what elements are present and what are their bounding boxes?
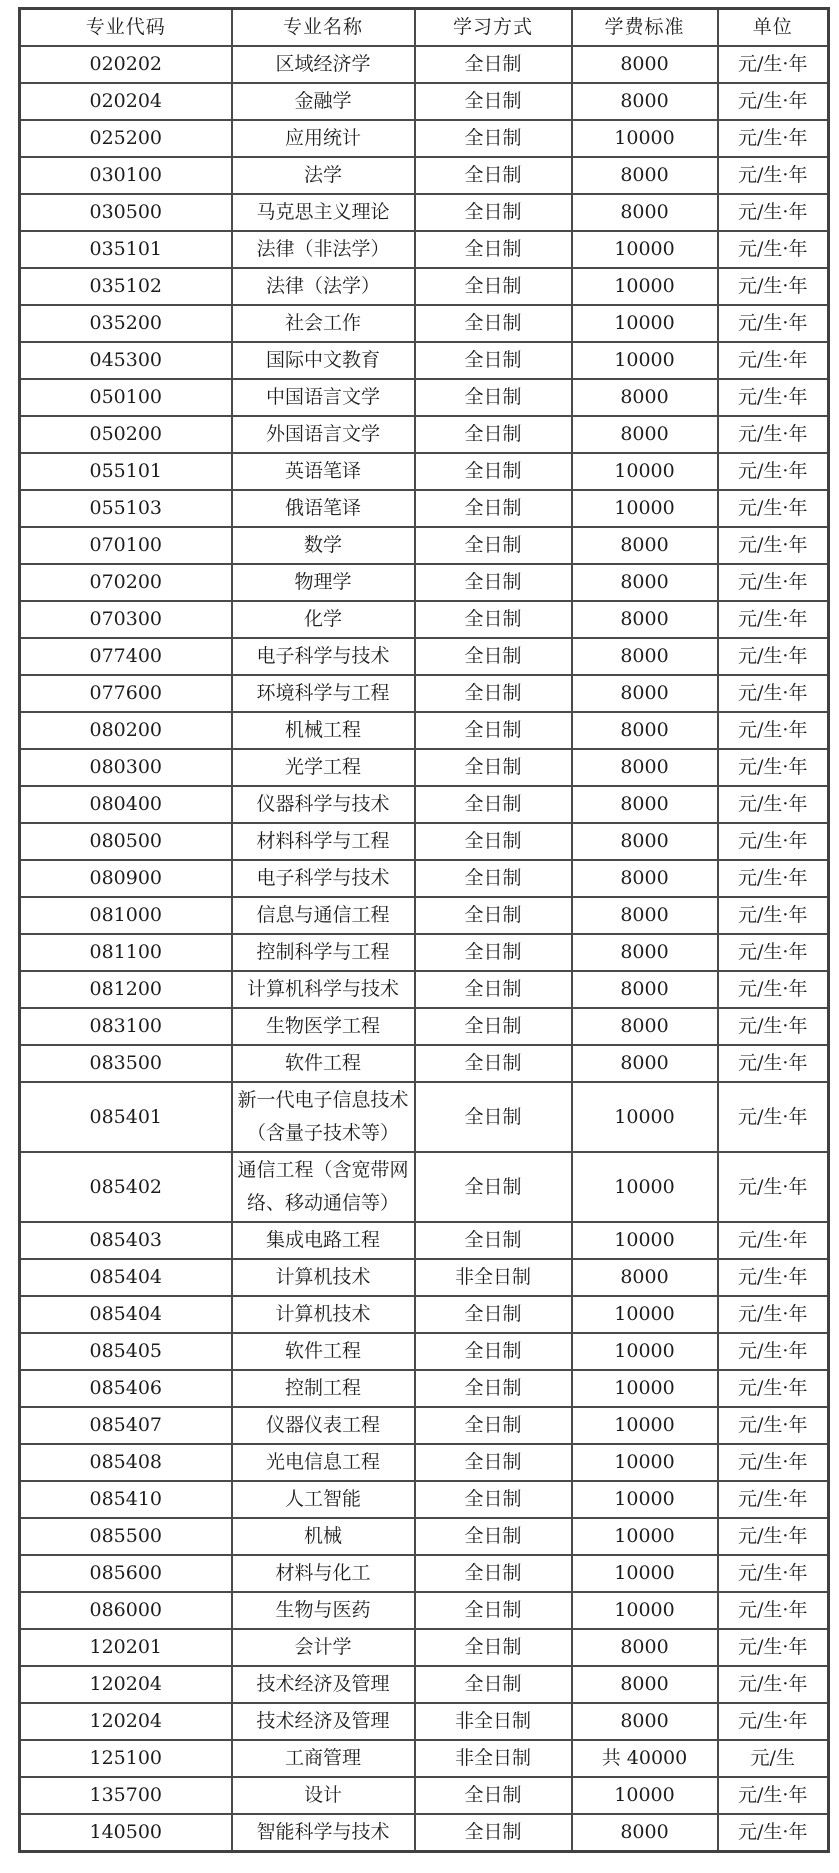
- table-row: [20, 46, 829, 83]
- cell-tuition-standard: 10000: [572, 1407, 718, 1444]
- cell-major-name: 技术经济及管理: [232, 1666, 415, 1703]
- cell-major-name: 材料与化工: [232, 1555, 415, 1592]
- cell-unit: 元/生·年: [718, 1407, 829, 1444]
- cell-unit: 元/生·年: [718, 490, 829, 527]
- cell-study-mode: 全日制: [415, 1629, 572, 1666]
- cell-major-code: 081100: [20, 934, 232, 971]
- cell-unit: 元/生·年: [718, 1814, 829, 1852]
- cell-major-code: 085500: [20, 1518, 232, 1555]
- cell-tuition-standard: 8000: [572, 1629, 718, 1666]
- cell-tuition-standard: 8000: [572, 157, 718, 194]
- cell-unit: 元/生·年: [718, 1481, 829, 1518]
- cell-major-name: 工商管理: [232, 1740, 415, 1777]
- cell-major-code: 085404: [20, 1259, 232, 1296]
- cell-study-mode: 全日制: [415, 1082, 572, 1152]
- table-row: [20, 1152, 829, 1222]
- table-row: [20, 1407, 829, 1444]
- cell-unit: 元/生·年: [718, 157, 829, 194]
- cell-study-mode: 全日制: [415, 83, 572, 120]
- cell-study-mode: 全日制: [415, 379, 572, 416]
- cell-study-mode: 全日制: [415, 527, 572, 564]
- cell-unit: 元/生·年: [718, 1370, 829, 1407]
- table-row: [20, 1259, 829, 1296]
- cell-major-name: 软件工程: [232, 1045, 415, 1082]
- cell-tuition-standard: 8000: [572, 786, 718, 823]
- cell-tuition-standard: 10000: [572, 342, 718, 379]
- cell-major-code: 050200: [20, 416, 232, 453]
- cell-unit: 元/生·年: [718, 1592, 829, 1629]
- cell-unit: 元/生·年: [718, 786, 829, 823]
- cell-tuition-standard: 8000: [572, 601, 718, 638]
- cell-study-mode: 全日制: [415, 897, 572, 934]
- cell-study-mode: 全日制: [415, 416, 572, 453]
- cell-tuition-standard: 8000: [572, 971, 718, 1008]
- cell-unit: 元/生·年: [718, 1666, 829, 1703]
- table-row: [20, 342, 829, 379]
- cell-major-name: 区域经济学: [232, 46, 415, 83]
- cell-major-code: 085403: [20, 1222, 232, 1259]
- cell-major-name: 信息与通信工程: [232, 897, 415, 934]
- cell-unit: 元/生·年: [718, 268, 829, 305]
- cell-tuition-standard: 10000: [572, 1082, 718, 1152]
- cell-major-name: 通信工程（含宽带网络、移动通信等）: [232, 1152, 415, 1222]
- header-major-code: 专业代码: [20, 9, 232, 47]
- cell-study-mode: 全日制: [415, 1555, 572, 1592]
- cell-major-code: 085401: [20, 1082, 232, 1152]
- cell-tuition-standard: 10000: [572, 1444, 718, 1481]
- cell-study-mode: 全日制: [415, 1666, 572, 1703]
- cell-major-name: 软件工程: [232, 1333, 415, 1370]
- cell-tuition-standard: 10000: [572, 1152, 718, 1222]
- cell-study-mode: 全日制: [415, 453, 572, 490]
- cell-unit: 元/生·年: [718, 379, 829, 416]
- cell-tuition-standard: 10000: [572, 1777, 718, 1814]
- cell-unit: 元/生·年: [718, 1082, 829, 1152]
- cell-major-code: 080300: [20, 749, 232, 786]
- cell-study-mode: 全日制: [415, 1518, 572, 1555]
- table-row: [20, 527, 829, 564]
- table-row: [20, 712, 829, 749]
- table-row: [20, 379, 829, 416]
- cell-major-code: 080900: [20, 860, 232, 897]
- table-row: [20, 1444, 829, 1481]
- tuition-fee-table: [18, 7, 830, 1853]
- cell-study-mode: 非全日制: [415, 1740, 572, 1777]
- cell-tuition-standard: 10000: [572, 305, 718, 342]
- cell-unit: 元/生·年: [718, 1008, 829, 1045]
- cell-unit: 元/生·年: [718, 934, 829, 971]
- cell-major-name: 生物医学工程: [232, 1008, 415, 1045]
- cell-major-name: 控制科学与工程: [232, 934, 415, 971]
- cell-major-code: 081200: [20, 971, 232, 1008]
- cell-tuition-standard: 10000: [572, 1592, 718, 1629]
- cell-unit: 元/生·年: [718, 1152, 829, 1222]
- cell-major-code: 083500: [20, 1045, 232, 1082]
- table-row: [20, 1333, 829, 1370]
- cell-study-mode: 全日制: [415, 823, 572, 860]
- table-row: [20, 1082, 829, 1152]
- table-row: [20, 194, 829, 231]
- cell-unit: 元/生·年: [718, 601, 829, 638]
- cell-tuition-standard: 8000: [572, 749, 718, 786]
- cell-tuition-standard: 8000: [572, 823, 718, 860]
- cell-unit: 元/生·年: [718, 638, 829, 675]
- cell-tuition-standard: 8000: [572, 860, 718, 897]
- cell-major-name: 马克思主义理论: [232, 194, 415, 231]
- cell-tuition-standard: 8000: [572, 897, 718, 934]
- cell-major-code: 135700: [20, 1777, 232, 1814]
- cell-major-name: 会计学: [232, 1629, 415, 1666]
- cell-unit: 元/生·年: [718, 823, 829, 860]
- table-row: [20, 268, 829, 305]
- cell-unit: 元/生·年: [718, 1259, 829, 1296]
- cell-study-mode: 全日制: [415, 971, 572, 1008]
- cell-major-code: 120204: [20, 1666, 232, 1703]
- cell-major-code: 045300: [20, 342, 232, 379]
- cell-major-name: 国际中文教育: [232, 342, 415, 379]
- cell-tuition-standard: 10000: [572, 231, 718, 268]
- cell-study-mode: 全日制: [415, 1333, 572, 1370]
- cell-major-code: 035101: [20, 231, 232, 268]
- cell-tuition-standard: 10000: [572, 1518, 718, 1555]
- table-row: [20, 416, 829, 453]
- cell-study-mode: 全日制: [415, 1152, 572, 1222]
- cell-tuition-standard: 8000: [572, 1259, 718, 1296]
- table-row: [20, 860, 829, 897]
- table-row: [20, 1555, 829, 1592]
- cell-tuition-standard: 8000: [572, 527, 718, 564]
- cell-tuition-standard: 10000: [572, 1555, 718, 1592]
- cell-study-mode: 全日制: [415, 1777, 572, 1814]
- cell-unit: 元/生·年: [718, 83, 829, 120]
- table-row: [20, 1481, 829, 1518]
- cell-major-name: 外国语言文学: [232, 416, 415, 453]
- table-row: [20, 1814, 829, 1852]
- cell-major-code: 080200: [20, 712, 232, 749]
- cell-study-mode: 全日制: [415, 749, 572, 786]
- cell-unit: 元/生·年: [718, 194, 829, 231]
- cell-study-mode: 全日制: [415, 601, 572, 638]
- cell-major-name: 计算机科学与技术: [232, 971, 415, 1008]
- cell-major-name: 设计: [232, 1777, 415, 1814]
- table-row: [20, 1777, 829, 1814]
- cell-major-code: 035102: [20, 268, 232, 305]
- cell-major-name: 光电信息工程: [232, 1444, 415, 1481]
- cell-study-mode: 全日制: [415, 268, 572, 305]
- cell-tuition-standard: 10000: [572, 1370, 718, 1407]
- cell-major-code: 085405: [20, 1333, 232, 1370]
- cell-tuition-standard: 8000: [572, 1666, 718, 1703]
- cell-tuition-standard: 8000: [572, 712, 718, 749]
- cell-study-mode: 全日制: [415, 712, 572, 749]
- cell-study-mode: 全日制: [415, 1296, 572, 1333]
- table-row: [20, 305, 829, 342]
- cell-major-name: 光学工程: [232, 749, 415, 786]
- cell-major-code: 070100: [20, 527, 232, 564]
- cell-major-name: 智能科学与技术: [232, 1814, 415, 1852]
- cell-major-code: 077600: [20, 675, 232, 712]
- table-row: [20, 231, 829, 268]
- table-row: [20, 1518, 829, 1555]
- cell-tuition-standard: 10000: [572, 1222, 718, 1259]
- cell-tuition-standard: 10000: [572, 1333, 718, 1370]
- cell-unit: 元/生: [718, 1740, 829, 1777]
- cell-unit: 元/生·年: [718, 1777, 829, 1814]
- cell-tuition-standard: 8000: [572, 416, 718, 453]
- header-tuition-standard: 学费标准: [572, 9, 718, 47]
- table-row: [20, 675, 829, 712]
- cell-study-mode: 全日制: [415, 1370, 572, 1407]
- cell-major-name: 环境科学与工程: [232, 675, 415, 712]
- table-body: [20, 46, 829, 1852]
- table-row: [20, 749, 829, 786]
- cell-unit: 元/生·年: [718, 1703, 829, 1740]
- cell-study-mode: 全日制: [415, 1592, 572, 1629]
- cell-tuition-standard: 8000: [572, 1045, 718, 1082]
- cell-major-name: 新一代电子信息技术（含量子技术等）: [232, 1082, 415, 1152]
- header-row: [20, 9, 829, 47]
- cell-study-mode: 全日制: [415, 1008, 572, 1045]
- table-row: [20, 971, 829, 1008]
- cell-major-name: 生物与医药: [232, 1592, 415, 1629]
- cell-major-code: 070300: [20, 601, 232, 638]
- cell-major-code: 020204: [20, 83, 232, 120]
- cell-major-code: 035200: [20, 305, 232, 342]
- cell-unit: 元/生·年: [718, 120, 829, 157]
- cell-major-name: 材料科学与工程: [232, 823, 415, 860]
- cell-unit: 元/生·年: [718, 1444, 829, 1481]
- cell-tuition-standard: 8000: [572, 379, 718, 416]
- cell-major-code: 077400: [20, 638, 232, 675]
- cell-major-code: 120201: [20, 1629, 232, 1666]
- cell-major-code: 085600: [20, 1555, 232, 1592]
- cell-study-mode: 全日制: [415, 675, 572, 712]
- cell-major-code: 140500: [20, 1814, 232, 1852]
- cell-unit: 元/生·年: [718, 1045, 829, 1082]
- cell-major-code: 085408: [20, 1444, 232, 1481]
- cell-study-mode: 全日制: [415, 231, 572, 268]
- table-row: [20, 934, 829, 971]
- cell-unit: 元/生·年: [718, 231, 829, 268]
- cell-study-mode: 全日制: [415, 1045, 572, 1082]
- table-row: [20, 1740, 829, 1777]
- cell-major-name: 中国语言文学: [232, 379, 415, 416]
- cell-tuition-standard: 10000: [572, 268, 718, 305]
- table-row: [20, 1666, 829, 1703]
- cell-tuition-standard: 10000: [572, 490, 718, 527]
- cell-study-mode: 全日制: [415, 934, 572, 971]
- cell-major-code: 085402: [20, 1152, 232, 1222]
- cell-unit: 元/生·年: [718, 453, 829, 490]
- cell-unit: 元/生·年: [718, 416, 829, 453]
- cell-study-mode: 非全日制: [415, 1703, 572, 1740]
- cell-major-code: 050100: [20, 379, 232, 416]
- cell-major-code: 030100: [20, 157, 232, 194]
- cell-major-code: 085404: [20, 1296, 232, 1333]
- cell-unit: 元/生·年: [718, 305, 829, 342]
- cell-unit: 元/生·年: [718, 1296, 829, 1333]
- cell-study-mode: 全日制: [415, 1444, 572, 1481]
- cell-major-name: 化学: [232, 601, 415, 638]
- cell-major-code: 083100: [20, 1008, 232, 1045]
- cell-major-name: 人工智能: [232, 1481, 415, 1518]
- cell-study-mode: 全日制: [415, 786, 572, 823]
- cell-unit: 元/生·年: [718, 860, 829, 897]
- table-row: [20, 157, 829, 194]
- table-row: [20, 823, 829, 860]
- cell-study-mode: 全日制: [415, 342, 572, 379]
- cell-study-mode: 全日制: [415, 638, 572, 675]
- cell-major-code: 081000: [20, 897, 232, 934]
- cell-tuition-standard: 8000: [572, 638, 718, 675]
- cell-major-code: 125100: [20, 1740, 232, 1777]
- cell-major-code: 055103: [20, 490, 232, 527]
- table-row: [20, 1703, 829, 1740]
- cell-major-name: 数学: [232, 527, 415, 564]
- cell-major-name: 机械: [232, 1518, 415, 1555]
- cell-unit: 元/生·年: [718, 527, 829, 564]
- table-row: [20, 1222, 829, 1259]
- cell-major-name: 计算机技术: [232, 1259, 415, 1296]
- cell-major-name: 社会工作: [232, 305, 415, 342]
- cell-tuition-standard: 8000: [572, 675, 718, 712]
- cell-major-code: 080500: [20, 823, 232, 860]
- cell-major-code: 086000: [20, 1592, 232, 1629]
- cell-study-mode: 全日制: [415, 1407, 572, 1444]
- header-major-name: 专业名称: [232, 9, 415, 47]
- cell-major-name: 应用统计: [232, 120, 415, 157]
- cell-study-mode: 全日制: [415, 1814, 572, 1852]
- cell-tuition-standard: 10000: [572, 1296, 718, 1333]
- cell-major-name: 法律（法学）: [232, 268, 415, 305]
- cell-unit: 元/生·年: [718, 1629, 829, 1666]
- cell-study-mode: 全日制: [415, 120, 572, 157]
- cell-tuition-standard: 8000: [572, 83, 718, 120]
- table-row: [20, 120, 829, 157]
- cell-unit: 元/生·年: [718, 897, 829, 934]
- cell-unit: 元/生·年: [718, 1555, 829, 1592]
- cell-tuition-standard: 10000: [572, 453, 718, 490]
- table-header: [20, 9, 829, 47]
- cell-tuition-standard: 8000: [572, 46, 718, 83]
- cell-unit: 元/生·年: [718, 1518, 829, 1555]
- header-unit: 单位: [718, 9, 829, 47]
- cell-study-mode: 全日制: [415, 194, 572, 231]
- cell-major-name: 仪器仪表工程: [232, 1407, 415, 1444]
- cell-major-name: 物理学: [232, 564, 415, 601]
- cell-major-name: 法学: [232, 157, 415, 194]
- table-row: [20, 1045, 829, 1082]
- cell-major-name: 控制工程: [232, 1370, 415, 1407]
- table-row: [20, 453, 829, 490]
- cell-major-code: 055101: [20, 453, 232, 490]
- cell-unit: 元/生·年: [718, 564, 829, 601]
- cell-unit: 元/生·年: [718, 675, 829, 712]
- cell-major-name: 俄语笔译: [232, 490, 415, 527]
- table-row: [20, 83, 829, 120]
- header-study-mode: 学习方式: [415, 9, 572, 47]
- cell-tuition-standard: 共 40000: [572, 1740, 718, 1777]
- table-row: [20, 1592, 829, 1629]
- cell-major-name: 金融学: [232, 83, 415, 120]
- cell-study-mode: 全日制: [415, 157, 572, 194]
- cell-major-code: 020202: [20, 46, 232, 83]
- table-row: [20, 786, 829, 823]
- cell-unit: 元/生·年: [718, 971, 829, 1008]
- cell-study-mode: 全日制: [415, 1222, 572, 1259]
- cell-unit: 元/生·年: [718, 342, 829, 379]
- table-row: [20, 638, 829, 675]
- cell-unit: 元/生·年: [718, 1333, 829, 1370]
- cell-major-name: 集成电路工程: [232, 1222, 415, 1259]
- cell-tuition-standard: 10000: [572, 120, 718, 157]
- cell-major-name: 法律（非法学）: [232, 231, 415, 268]
- cell-unit: 元/生·年: [718, 749, 829, 786]
- table-row: [20, 490, 829, 527]
- cell-major-code: 030500: [20, 194, 232, 231]
- cell-study-mode: 全日制: [415, 860, 572, 897]
- cell-major-code: 070200: [20, 564, 232, 601]
- table-row: [20, 1008, 829, 1045]
- table-row: [20, 1370, 829, 1407]
- cell-tuition-standard: 8000: [572, 1703, 718, 1740]
- cell-unit: 元/生·年: [718, 712, 829, 749]
- cell-study-mode: 全日制: [415, 1481, 572, 1518]
- cell-major-name: 电子科学与技术: [232, 860, 415, 897]
- cell-tuition-standard: 8000: [572, 564, 718, 601]
- table-row: [20, 897, 829, 934]
- cell-major-name: 电子科学与技术: [232, 638, 415, 675]
- table-row: [20, 564, 829, 601]
- cell-major-name: 计算机技术: [232, 1296, 415, 1333]
- cell-major-name: 机械工程: [232, 712, 415, 749]
- cell-major-code: 085410: [20, 1481, 232, 1518]
- cell-major-code: 120204: [20, 1703, 232, 1740]
- cell-major-code: 085407: [20, 1407, 232, 1444]
- cell-unit: 元/生·年: [718, 46, 829, 83]
- cell-tuition-standard: 8000: [572, 1814, 718, 1852]
- cell-major-code: 080400: [20, 786, 232, 823]
- cell-tuition-standard: 10000: [572, 1481, 718, 1518]
- table-row: [20, 601, 829, 638]
- cell-major-name: 技术经济及管理: [232, 1703, 415, 1740]
- table-row: [20, 1296, 829, 1333]
- cell-major-name: 英语笔译: [232, 453, 415, 490]
- cell-unit: 元/生·年: [718, 1222, 829, 1259]
- table-row: [20, 1629, 829, 1666]
- cell-study-mode: 非全日制: [415, 1259, 572, 1296]
- cell-study-mode: 全日制: [415, 305, 572, 342]
- cell-tuition-standard: 8000: [572, 1008, 718, 1045]
- cell-tuition-standard: 8000: [572, 934, 718, 971]
- cell-tuition-standard: 8000: [572, 194, 718, 231]
- cell-major-code: 085406: [20, 1370, 232, 1407]
- cell-study-mode: 全日制: [415, 564, 572, 601]
- cell-study-mode: 全日制: [415, 46, 572, 83]
- cell-study-mode: 全日制: [415, 490, 572, 527]
- cell-major-name: 仪器科学与技术: [232, 786, 415, 823]
- cell-major-code: 025200: [20, 120, 232, 157]
